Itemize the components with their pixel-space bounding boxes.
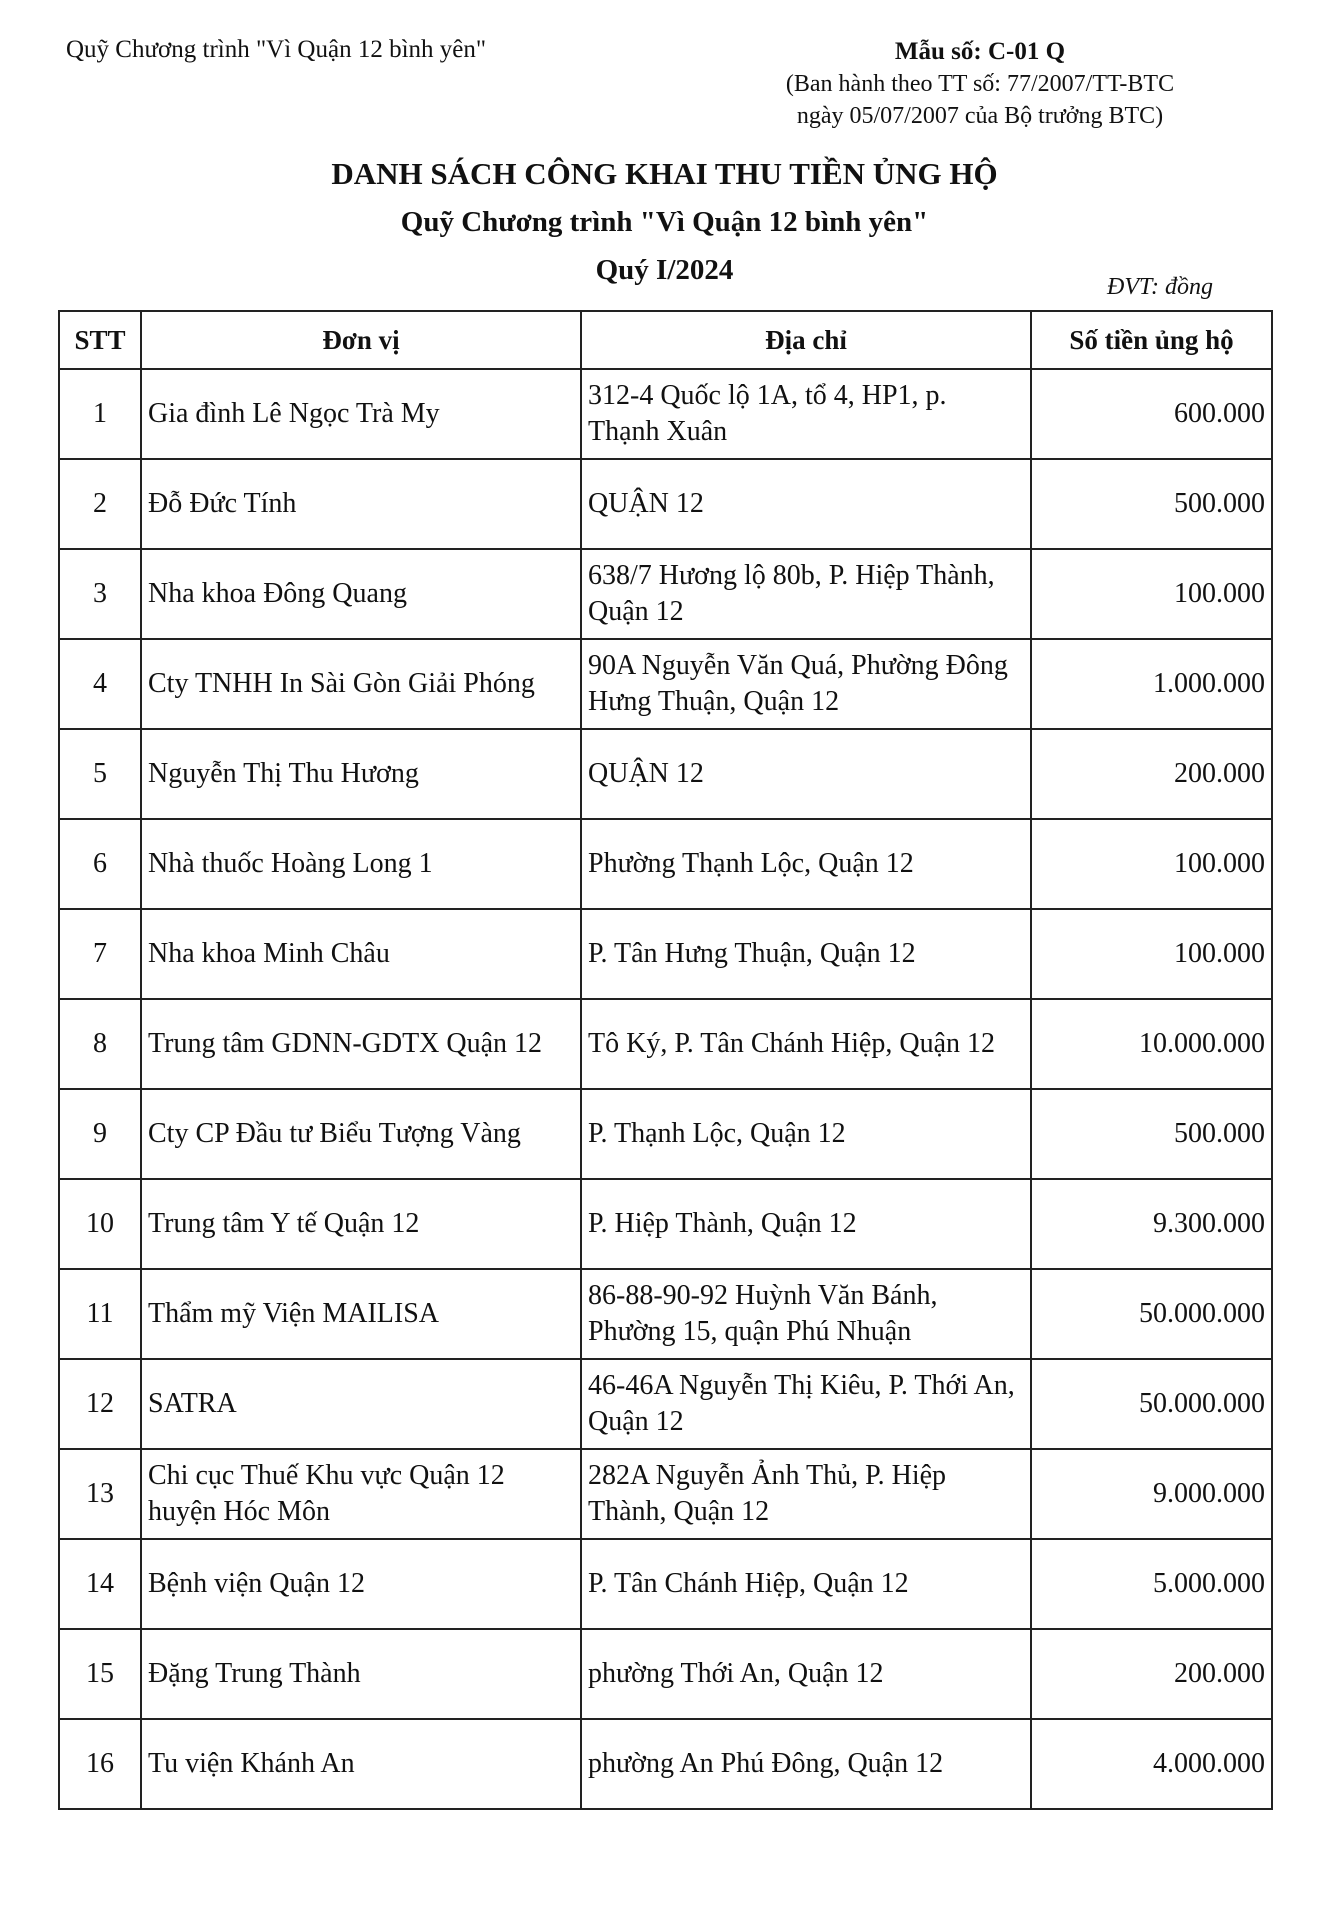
cell-address: 46-46A Nguyễn Thị Kiêu, P. Thới An, Quận 12 <box>581 1359 1031 1449</box>
cell-unit: Trung tâm Y tế Quận 12 <box>141 1179 581 1269</box>
cell-stt: 3 <box>59 549 141 639</box>
column-header-address: Địa chỉ <box>581 311 1031 369</box>
cell-stt: 7 <box>59 909 141 999</box>
table-row <box>59 369 1272 459</box>
table-header-row <box>59 311 1272 369</box>
cell-amount: 200.000 <box>1031 1629 1272 1719</box>
cell-unit: Nha khoa Minh Châu <box>141 909 581 999</box>
cell-amount: 100.000 <box>1031 819 1272 909</box>
cell-amount: 600.000 <box>1031 369 1272 459</box>
cell-unit: Gia đình Lê Ngọc Trà My <box>141 369 581 459</box>
issued-line-2: ngày 05/07/2007 của Bộ trưởng BTC) <box>796 103 1164 129</box>
cell-stt: 8 <box>59 999 141 1089</box>
cell-amount: 9.300.000 <box>1031 1179 1272 1269</box>
cell-stt: 10 <box>59 1179 141 1269</box>
cell-unit: SATRA <box>141 1359 581 1449</box>
column-header-amount: Số tiền ủng hộ <box>1031 311 1272 369</box>
column-header-stt: STT <box>59 311 141 369</box>
cell-stt: 15 <box>59 1629 141 1719</box>
table-row <box>59 1719 1272 1809</box>
cell-address: QUẬN 12 <box>581 729 1031 819</box>
title-main: DANH SÁCH CÔNG KHAI THU TIỀN ỦNG HỘ <box>331 156 998 191</box>
cell-unit: Chi cục Thuế Khu vực Quận 12 huyện Hóc Môn <box>141 1449 581 1539</box>
cell-stt: 14 <box>59 1539 141 1629</box>
title-sub: Quỹ Chương trình "Vì Quận 12 bình yên" <box>400 206 929 238</box>
cell-stt: 2 <box>59 459 141 549</box>
title-period: Quý I/2024 <box>595 254 734 286</box>
form-reference <box>700 36 1260 132</box>
cell-unit: Bệnh viện Quận 12 <box>141 1539 581 1629</box>
table-row <box>59 999 1272 1089</box>
cell-address: P. Tân Hưng Thuận, Quận 12 <box>581 909 1031 999</box>
cell-stt: 1 <box>59 369 141 459</box>
table-row <box>59 459 1272 549</box>
cell-stt: 11 <box>59 1269 141 1359</box>
cell-address: Phường Thạnh Lộc, Quận 12 <box>581 819 1031 909</box>
cell-stt: 5 <box>59 729 141 819</box>
cell-address: Tô Ký, P. Tân Chánh Hiệp, Quận 12 <box>581 999 1031 1089</box>
cell-unit: Tu viện Khánh An <box>141 1719 581 1809</box>
cell-stt: 13 <box>59 1449 141 1539</box>
cell-unit: Đỗ Đức Tính <box>141 459 581 549</box>
cell-address: 90A Nguyễn Văn Quá, Phường Đông Hưng Thuận, Quận 12 <box>581 639 1031 729</box>
cell-amount: 1.000.000 <box>1031 639 1272 729</box>
cell-amount: 50.000.000 <box>1031 1359 1272 1449</box>
table-row <box>59 1629 1272 1719</box>
cell-amount: 200.000 <box>1031 729 1272 819</box>
table-row <box>59 1449 1272 1539</box>
form-number: Mẫu số: C-01 Q <box>894 38 1066 65</box>
cell-address: 312-4 Quốc lộ 1A, tổ 4, HP1, p. Thạnh Xuân <box>581 369 1031 459</box>
cell-amount: 50.000.000 <box>1031 1269 1272 1359</box>
table-row <box>59 1179 1272 1269</box>
cell-stt: 12 <box>59 1359 141 1449</box>
cell-unit: Đặng Trung Thành <box>141 1629 581 1719</box>
cell-amount: 500.000 <box>1031 459 1272 549</box>
cell-stt: 6 <box>59 819 141 909</box>
cell-amount: 4.000.000 <box>1031 1719 1272 1809</box>
cell-stt: 16 <box>59 1719 141 1809</box>
cell-unit: Nha khoa Đông Quang <box>141 549 581 639</box>
cell-stt: 4 <box>59 639 141 729</box>
table-row <box>59 729 1272 819</box>
cell-amount: 100.000 <box>1031 909 1272 999</box>
table-row <box>59 639 1272 729</box>
cell-unit: Cty TNHH In Sài Gòn Giải Phóng <box>141 639 581 729</box>
table-row <box>59 819 1272 909</box>
cell-address: P. Tân Chánh Hiệp, Quận 12 <box>581 1539 1031 1629</box>
issued-line-1: (Ban hành theo TT số: 77/2007/TT-BTC <box>785 71 1175 97</box>
cell-unit: Nhà thuốc Hoàng Long 1 <box>141 819 581 909</box>
cell-amount: 9.000.000 <box>1031 1449 1272 1539</box>
cell-amount: 10.000.000 <box>1031 999 1272 1089</box>
cell-unit: Nguyễn Thị Thu Hương <box>141 729 581 819</box>
fund-name: Quỹ Chương trình "Vì Quận 12 bình yên" <box>66 36 487 63</box>
cell-address: phường An Phú Đông, Quận 12 <box>581 1719 1031 1809</box>
cell-address: QUẬN 12 <box>581 459 1031 549</box>
cell-address: phường Thới An, Quận 12 <box>581 1629 1031 1719</box>
table-row <box>59 1089 1272 1179</box>
table-body <box>59 369 1272 1809</box>
document-title <box>0 150 1329 294</box>
cell-unit: Thẩm mỹ Viện MAILISA <box>141 1269 581 1359</box>
cell-amount: 5.000.000 <box>1031 1539 1272 1629</box>
cell-address: 282A Nguyễn Ảnh Thủ, P. Hiệp Thành, Quận 12 <box>581 1449 1031 1539</box>
donation-table <box>58 310 1273 1810</box>
table-row <box>59 909 1272 999</box>
cell-unit: Cty CP Đầu tư Biểu Tượng Vàng <box>141 1089 581 1179</box>
unit-note: ĐVT: đồng <box>1106 274 1213 300</box>
table-row <box>59 1359 1272 1449</box>
cell-amount: 500.000 <box>1031 1089 1272 1179</box>
cell-address: P. Hiệp Thành, Quận 12 <box>581 1179 1031 1269</box>
table-row <box>59 549 1272 639</box>
cell-unit: Trung tâm GDNN-GDTX Quận 12 <box>141 999 581 1089</box>
table-row <box>59 1269 1272 1359</box>
cell-stt: 9 <box>59 1089 141 1179</box>
column-header-unit: Đơn vị <box>141 311 581 369</box>
cell-address: 638/7 Hương lộ 80b, P. Hiệp Thành, Quận 12 <box>581 549 1031 639</box>
cell-amount: 100.000 <box>1031 549 1272 639</box>
cell-address: P. Thạnh Lộc, Quận 12 <box>581 1089 1031 1179</box>
cell-address: 86-88-90-92 Huỳnh Văn Bánh, Phường 15, quận Phú Nhuận <box>581 1269 1031 1359</box>
table-row <box>59 1539 1272 1629</box>
